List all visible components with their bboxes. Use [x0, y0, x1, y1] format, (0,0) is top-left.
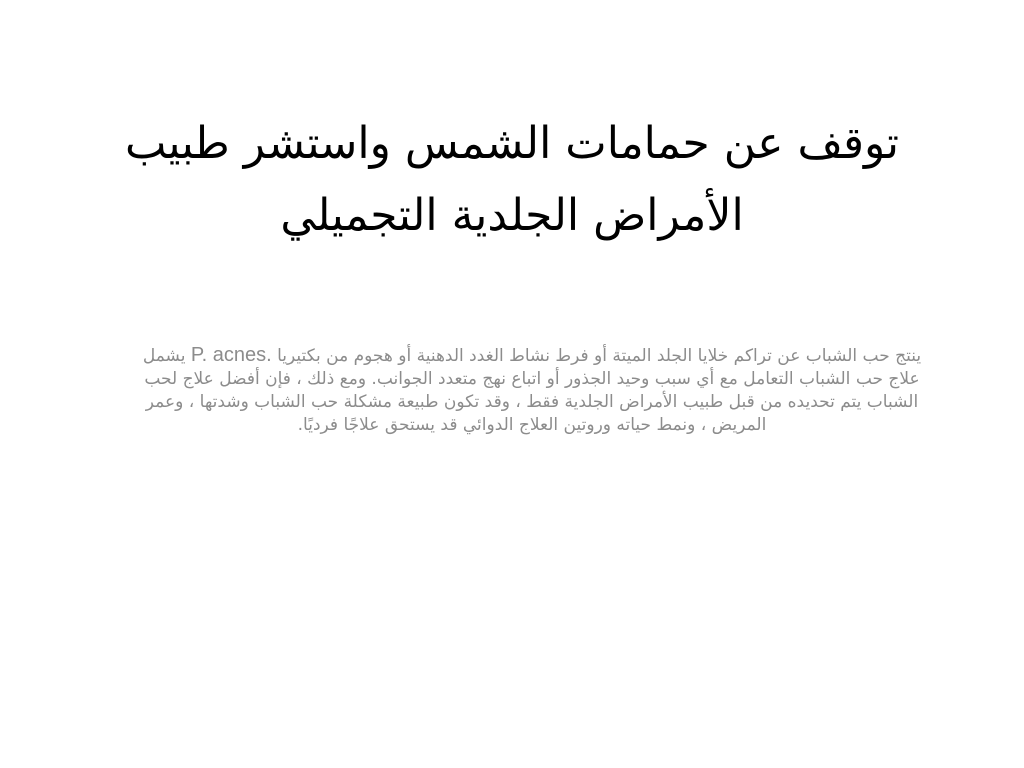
body-text-part-1: ينتج حب الشباب عن تراكم خلايا الجلد الميتة أو فرط نشاط الغدد الدهنية أو هجوم من بكتيريا	[277, 346, 922, 366]
body-text-part-2: يشمل علاج حب الشباب التعامل مع أي سبب وحيد الجذور أو اتباع نهج متعدد الجوانب. ومع ذلك ، فإن أفضل علاج لحب الشباب يتم تحديده من قبل طبيب الأمراض الجلدية فقط ، وقد تكون طبيعة مشكلة حب الشباب وشدتها ، وعمر المريض ، ونمط حياته وروتين العلاج الدوائي قد يستحق علاجًا فرديًا.	[142, 346, 920, 435]
slide-title: توقف عن حمامات الشمس واستشر طبيب الأمراض الجلدية التجميلي	[124, 118, 900, 241]
bacteria-name: P. acnes.	[190, 344, 272, 366]
slide-body-text	[128, 344, 936, 437]
